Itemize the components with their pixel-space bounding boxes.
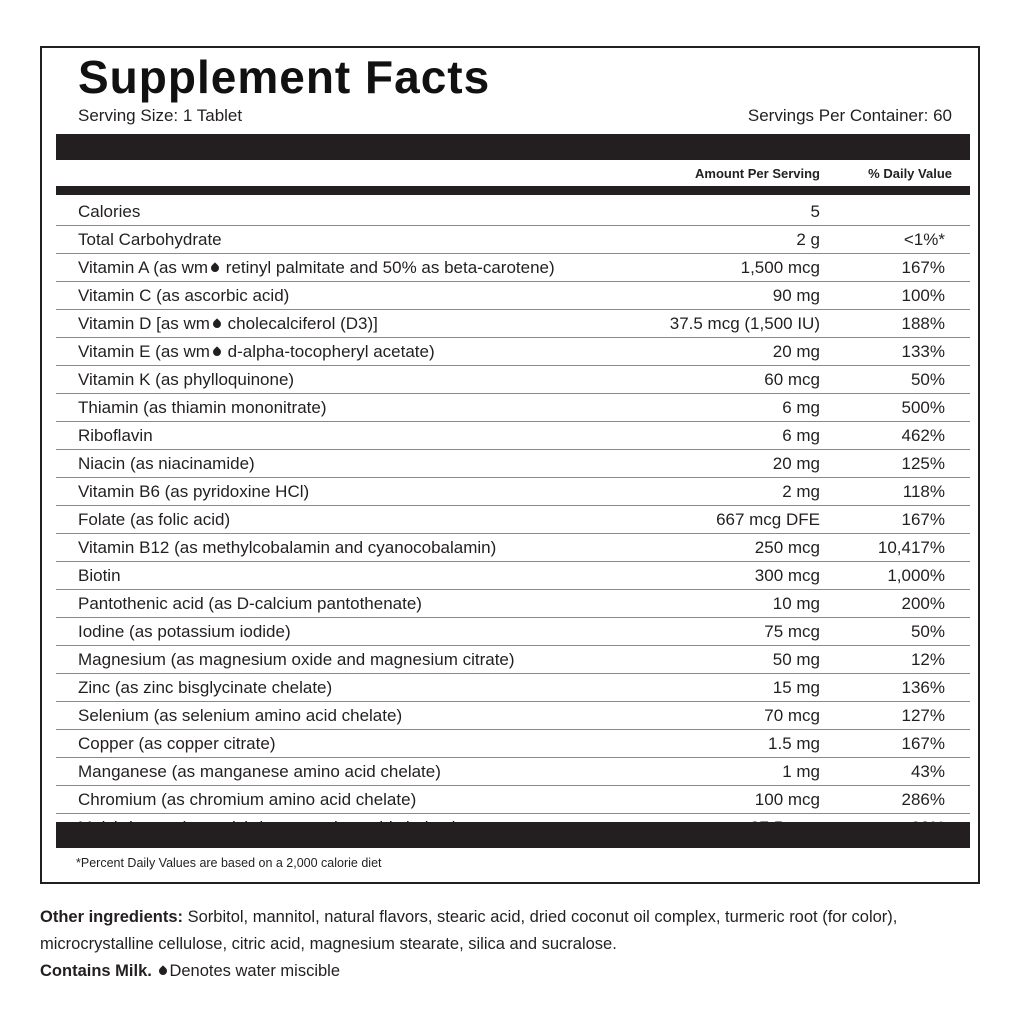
nutrient-daily-value: 500% bbox=[901, 398, 945, 417]
nutrient-amount: 300 mcg bbox=[754, 566, 820, 585]
daily-value-header: % Daily Value bbox=[868, 166, 952, 181]
nutrient-amount: 6 mg bbox=[782, 426, 820, 445]
nutrient-name bbox=[78, 786, 416, 813]
nutrient-name bbox=[78, 562, 121, 589]
water-drop-icon bbox=[158, 965, 169, 976]
nutrient-name-text: Zinc (as zinc bisglycinate chelate) bbox=[78, 678, 333, 697]
nutrient-name-text: Copper (as copper citrate) bbox=[78, 734, 276, 753]
nutrient-row bbox=[56, 422, 970, 450]
nutrient-amount: 1.5 mg bbox=[768, 734, 820, 753]
header-divider-bar bbox=[56, 186, 970, 195]
water-drop-icon bbox=[211, 318, 222, 329]
nutrient-name bbox=[78, 758, 441, 785]
nutrient-name bbox=[78, 254, 555, 281]
servings-per-container: Servings Per Container: 60 bbox=[747, 106, 952, 125]
nutrient-daily-value: 167% bbox=[901, 510, 945, 529]
nutrient-row bbox=[56, 730, 970, 758]
nutrient-amount: 1,500 mcg bbox=[740, 258, 820, 277]
daily-value-footnote: *Percent Daily Values are based on a 2,000 calorie diet bbox=[76, 856, 382, 870]
nutrient-name-text: Vitamin B6 (as pyridoxine HCl) bbox=[78, 482, 310, 501]
nutrient-row bbox=[56, 674, 970, 702]
nutrient-daily-value: 133% bbox=[901, 342, 945, 361]
nutrient-daily-value: 462% bbox=[901, 426, 945, 445]
allergen-note bbox=[40, 958, 980, 985]
water-drop-icon bbox=[209, 262, 220, 273]
nutrient-daily-value: 118% bbox=[902, 482, 945, 501]
nutrient-row bbox=[56, 618, 970, 646]
nutrient-row bbox=[56, 450, 970, 478]
nutrient-name-text: Folate (as folic acid) bbox=[78, 510, 231, 529]
nutrient-daily-value: 127% bbox=[901, 706, 945, 725]
nutrient-row bbox=[56, 226, 970, 254]
nutrient-amount: 15 mg bbox=[772, 678, 820, 697]
other-ingredients-text: Sorbitol, mannitol, natural flavors, stearic acid, dried coconut oil complex, turmeric root (for color), microcrystalline cellulose, citric acid, magnesium stearate, silica and sucralose. bbox=[40, 908, 898, 953]
nutrient-amount: 60 mcg bbox=[764, 370, 820, 389]
nutrient-name-text: Thiamin (as thiamin mononitrate) bbox=[78, 398, 327, 417]
nutrient-amount: 2 mg bbox=[782, 482, 820, 501]
top-divider-bar bbox=[56, 134, 970, 160]
nutrient-name-text: Magnesium (as magnesium oxide and magnesium citrate) bbox=[78, 650, 515, 669]
nutrient-daily-value: 50% bbox=[910, 370, 945, 389]
nutrient-amount: 90 mg bbox=[772, 286, 820, 305]
nutrient-daily-value: 12% bbox=[910, 650, 945, 669]
nutrient-row bbox=[56, 786, 970, 814]
nutrient-name-text: Chromium (as chromium amino acid chelate) bbox=[78, 790, 417, 809]
nutrient-name bbox=[78, 310, 378, 337]
supplement-facts-panel bbox=[40, 46, 980, 884]
nutrient-amount: 10 mg bbox=[772, 594, 820, 613]
serving-size: Serving Size: 1 Tablet bbox=[78, 106, 243, 125]
nutrient-row bbox=[56, 702, 970, 730]
nutrient-name bbox=[78, 282, 289, 309]
nutrient-row bbox=[56, 310, 970, 338]
contains-milk-label: Contains Milk. bbox=[40, 962, 152, 980]
water-miscible-note: Denotes water miscible bbox=[169, 962, 341, 980]
nutrient-name-text: Vitamin B12 (as methylcobalamin and cyanocobalamin) bbox=[78, 538, 497, 557]
nutrient-table bbox=[56, 198, 970, 841]
nutrient-name bbox=[78, 646, 515, 673]
nutrient-source-text: d-alpha-tocopheryl acetate) bbox=[222, 342, 435, 361]
nutrient-name-text: Vitamin K (as phylloquinone) bbox=[78, 370, 295, 389]
nutrient-name-text: Selenium (as selenium amino acid chelate) bbox=[78, 706, 403, 725]
nutrient-name bbox=[78, 366, 294, 393]
nutrient-amount: 70 mcg bbox=[764, 706, 820, 725]
nutrient-row bbox=[56, 366, 970, 394]
nutrient-name bbox=[78, 534, 496, 561]
nutrient-name-text: Vitamin D [as wm bbox=[78, 314, 210, 333]
nutrient-amount: 667 mcg DFE bbox=[716, 510, 820, 529]
nutrient-amount: 20 mg bbox=[772, 454, 820, 473]
nutrient-amount: 75 mcg bbox=[764, 622, 820, 641]
nutrient-name bbox=[78, 590, 422, 617]
nutrient-name-text: Vitamin E (as wm bbox=[78, 342, 210, 361]
nutrient-amount: 2 g bbox=[796, 230, 820, 249]
nutrient-daily-value: 188% bbox=[901, 314, 945, 333]
bottom-divider-bar bbox=[56, 822, 970, 848]
nutrient-row bbox=[56, 478, 970, 506]
water-drop-icon bbox=[211, 346, 222, 357]
nutrient-daily-value: <1%* bbox=[903, 230, 945, 249]
nutrient-name-text: Vitamin C (as ascorbic acid) bbox=[78, 286, 290, 305]
nutrient-daily-value: 286% bbox=[901, 790, 945, 809]
nutrient-daily-value: 10,417% bbox=[877, 538, 945, 557]
nutrient-row bbox=[56, 254, 970, 282]
nutrient-name-text: Riboflavin bbox=[78, 426, 153, 445]
nutrient-daily-value: 167% bbox=[901, 734, 945, 753]
nutrient-daily-value: 167% bbox=[901, 258, 945, 277]
nutrient-daily-value: 1,000% bbox=[887, 566, 945, 585]
amount-per-serving-header: Amount Per Serving bbox=[695, 166, 820, 181]
nutrient-name bbox=[78, 338, 435, 365]
nutrient-name-text: Niacin (as niacinamide) bbox=[78, 454, 255, 473]
other-ingredients bbox=[40, 904, 980, 958]
ingredients-section bbox=[40, 904, 980, 985]
nutrient-row bbox=[56, 534, 970, 562]
nutrient-row bbox=[56, 590, 970, 618]
nutrient-name-text: Iodine (as potassium iodide) bbox=[78, 622, 291, 641]
nutrient-row bbox=[56, 282, 970, 310]
nutrient-name bbox=[78, 506, 230, 533]
nutrient-amount: 37.5 mcg (1,500 IU) bbox=[669, 314, 820, 333]
nutrient-name bbox=[78, 618, 291, 645]
nutrient-name bbox=[78, 478, 309, 505]
nutrient-row bbox=[56, 562, 970, 590]
nutrient-daily-value: 125% bbox=[901, 454, 945, 473]
nutrient-name-text: Manganese (as manganese amino acid chelate) bbox=[78, 762, 441, 781]
nutrient-row bbox=[56, 646, 970, 674]
nutrient-daily-value: 43% bbox=[910, 762, 945, 781]
nutrient-name bbox=[78, 674, 332, 701]
nutrient-amount: 1 mg bbox=[782, 762, 820, 781]
nutrient-name-text: Vitamin A (as wm bbox=[78, 258, 209, 277]
nutrient-name-text: Pantothenic acid (as D-calcium pantothenate) bbox=[78, 594, 422, 613]
nutrient-amount: 6 mg bbox=[782, 398, 820, 417]
other-ingredients-label: Other ingredients: bbox=[40, 908, 184, 926]
nutrient-daily-value: 50% bbox=[910, 622, 945, 641]
nutrient-name bbox=[78, 198, 140, 225]
nutrient-row bbox=[56, 198, 970, 226]
nutrient-row bbox=[56, 338, 970, 366]
nutrient-name-text: Biotin bbox=[78, 566, 121, 585]
nutrient-amount: 50 mg bbox=[772, 650, 820, 669]
nutrient-name bbox=[78, 394, 326, 421]
nutrient-amount: 5 bbox=[810, 202, 820, 221]
nutrient-name-text: Calories bbox=[78, 202, 141, 221]
panel-title: Supplement Facts bbox=[78, 51, 491, 103]
nutrient-name bbox=[78, 226, 222, 253]
nutrient-row bbox=[56, 394, 970, 422]
nutrient-amount: 100 mcg bbox=[754, 790, 820, 809]
nutrient-source-text: retinyl palmitate and 50% as beta-carotene) bbox=[221, 258, 555, 277]
nutrient-daily-value: 100% bbox=[901, 286, 945, 305]
nutrient-amount: 20 mg bbox=[772, 342, 820, 361]
nutrient-row bbox=[56, 758, 970, 786]
nutrient-daily-value: 200% bbox=[901, 594, 945, 613]
nutrient-name bbox=[78, 702, 402, 729]
nutrient-name bbox=[78, 730, 275, 757]
nutrient-name-text: Total Carbohydrate bbox=[78, 230, 222, 249]
nutrient-amount: 250 mcg bbox=[754, 538, 820, 557]
nutrient-name bbox=[78, 422, 153, 449]
nutrient-daily-value: 136% bbox=[901, 678, 945, 697]
nutrient-source-text: cholecalciferol (D3)] bbox=[222, 314, 378, 333]
nutrient-name bbox=[78, 450, 255, 477]
nutrient-row bbox=[56, 506, 970, 534]
